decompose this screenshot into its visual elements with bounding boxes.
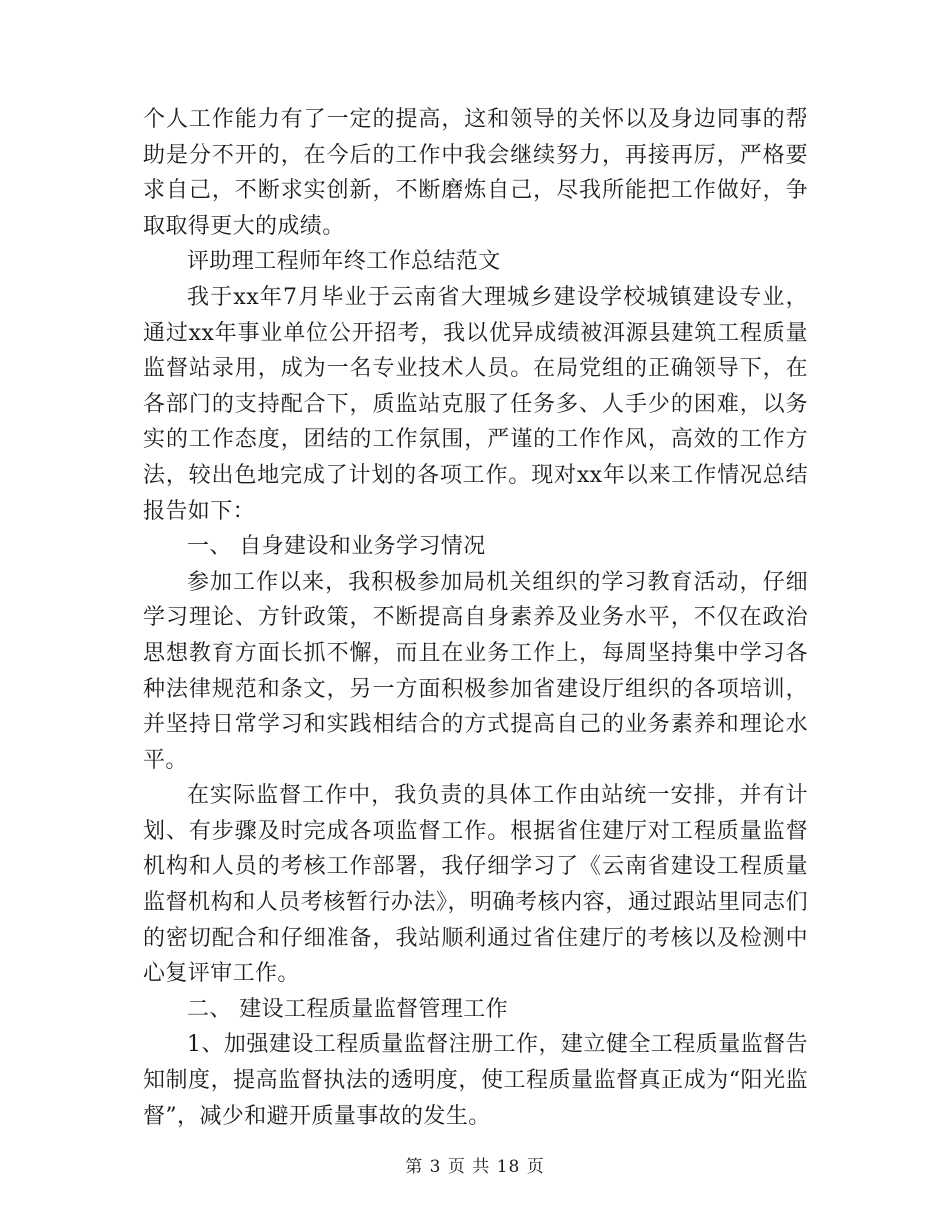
document-title: 评助理工程师年终工作总结范文 [187,249,501,275]
page-number-footer: 第 3 页 共 18 页 [405,1157,545,1177]
section-heading-2: 二、 建设工程质量监督管理工作 [187,996,508,1022]
paragraph-item-1: 1、加强建设工程质量监督注册工作，建立健全工程质量监督告知制度，提高监督执法的透明度，使工程质量监督真正成为“阳光监督”，减少和避开质量事故的发生。 [143,1032,808,1129]
section-heading-1: 一、 自身建设和业务学习情况 [187,534,486,560]
document-body [143,102,808,1134]
paragraph-intro: 我于xx年7月毕业于云南省大理城乡建设学校城镇建设专业，通过xx年事业单位公开招考，我以优异成绩被洱源县建筑工程质量监督站录用，成为一名专业技术人员。在局党组的正确领导下，在各部门的支持配合下，质监站克服了任务多、人手少的困难，以务实的工作态度，团结的工作氛围，严谨的工作作风，高效的工作方法，较出色地完成了计划的各项工作。现对xx年以来工作情况总结报告如下： [143,284,808,524]
paragraph-supervision: 在实际监督工作中，我负责的具体工作由站统一安排，并有计划、有步骤及时完成各项监督工作。根据省住建厅对工程质量监督机构和人员的考核工作部署，我仔细学习了《云南省建设工程质量监督机构和人员考核暂行办法》，明确考核内容，通过跟站里同志们的密切配合和仔细准备，我站顺利通过省住建厅的考核以及检测中心复评审工作。 [143,783,808,987]
paragraph-continuation: 个人工作能力有了一定的提高，这和领导的关怀以及身边同事的帮助是分不开的，在今后的工作中我会继续努力，再接再厉，严格要求自己，不断求实创新，不断磨炼自己，尽我所能把工作做好，争取取得更大的成绩。 [143,107,808,239]
paragraph-study: 参加工作以来，我积极参加局机关组织的学习教育活动，仔细学习理论、方针政策，不断提高自身素养及业务水平，不仅在政治思想教育方面长抓不懈，而且在业务工作上，每周坚持集中学习各种法律规范和条文，另一方面积极参加省建设厅组织的各项培训，并坚持日常学习和实践相结合的方式提高自己的业务素养和理论水平。 [143,569,808,773]
